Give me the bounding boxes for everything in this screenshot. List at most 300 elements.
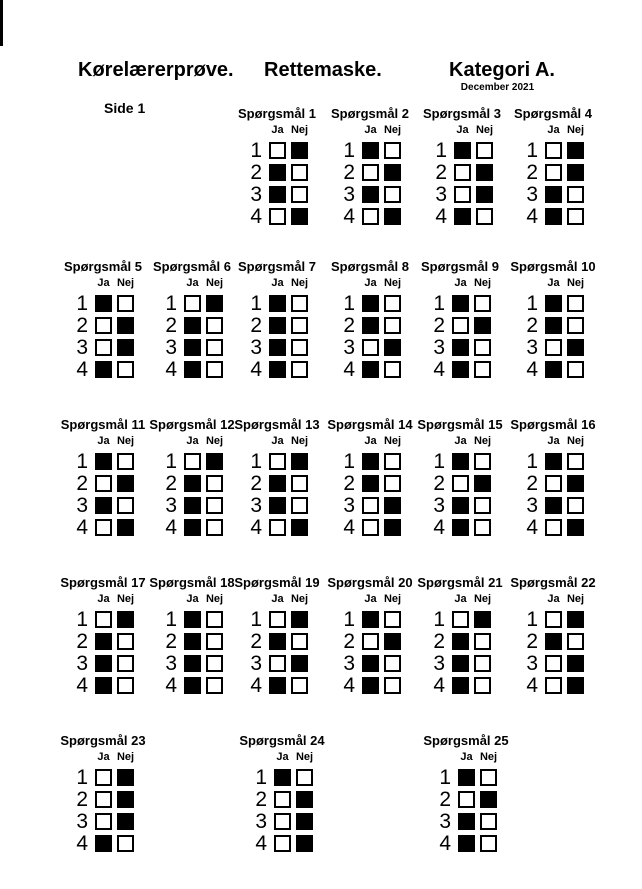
ja-checkbox-empty xyxy=(184,295,201,312)
answer-row-number: 2 xyxy=(165,313,177,337)
answer-rows xyxy=(57,766,149,854)
ja-checkbox-filled xyxy=(184,317,201,334)
ja-checkbox-filled xyxy=(362,295,379,312)
answer-row xyxy=(231,630,323,652)
answer-row xyxy=(420,788,512,810)
ja-checkbox-filled xyxy=(452,361,469,378)
ja-checkbox-filled xyxy=(184,677,201,694)
question-block xyxy=(57,259,149,380)
nej-column-label: Nej xyxy=(566,276,585,289)
ja-checkbox-filled xyxy=(452,677,469,694)
question-block xyxy=(507,106,599,227)
ja-checkbox-filled xyxy=(362,186,379,203)
question-block xyxy=(231,417,323,538)
answer-row-number: 3 xyxy=(526,182,538,206)
ja-checkbox-filled xyxy=(362,317,379,334)
column-header-row xyxy=(507,276,599,289)
nej-checkbox-empty xyxy=(384,475,401,492)
page-number-label: Side 1 xyxy=(104,100,146,116)
category-title: Kategori A. xyxy=(449,59,555,81)
answer-row-number: 1 xyxy=(526,291,538,315)
nej-checkbox-empty xyxy=(567,186,584,203)
ja-checkbox-filled xyxy=(269,339,286,356)
ja-checkbox-filled xyxy=(362,142,379,159)
nej-checkbox-empty xyxy=(474,361,491,378)
answer-row-number: 3 xyxy=(435,182,447,206)
answer-row-number: 1 xyxy=(165,607,177,631)
answer-row xyxy=(231,139,323,161)
answer-row xyxy=(414,494,506,516)
ja-column-label: Ja xyxy=(271,592,284,605)
answer-row-number: 3 xyxy=(165,651,177,675)
ja-column-label: Ja xyxy=(547,123,560,136)
ja-checkbox-empty xyxy=(274,835,291,852)
nej-column-label: Nej xyxy=(116,750,135,763)
answer-row-number: 3 xyxy=(76,493,88,517)
answer-row-number: 4 xyxy=(526,673,538,697)
answer-row-number: 3 xyxy=(165,335,177,359)
answer-row-number: 4 xyxy=(435,204,447,228)
column-header-row xyxy=(414,276,506,289)
answer-row-number: 2 xyxy=(165,471,177,495)
answer-row xyxy=(146,494,238,516)
nej-checkbox-empty xyxy=(480,813,497,830)
column-header-row xyxy=(416,123,508,136)
answer-row-number: 4 xyxy=(439,831,451,855)
column-header-row xyxy=(57,750,149,763)
answer-row xyxy=(324,205,416,227)
ja-checkbox-filled xyxy=(452,633,469,650)
answer-row xyxy=(236,832,328,854)
question-block xyxy=(414,259,506,380)
nej-checkbox-filled xyxy=(567,519,584,536)
ja-checkbox-empty xyxy=(545,655,562,672)
question-title: Spørgsmål 16 xyxy=(510,417,596,432)
answer-row xyxy=(57,608,149,630)
answer-row-number: 2 xyxy=(255,787,267,811)
answer-row xyxy=(324,183,416,205)
answer-row xyxy=(414,472,506,494)
ja-checkbox-filled xyxy=(184,611,201,628)
answer-row-number: 1 xyxy=(343,138,355,162)
answer-row xyxy=(324,336,416,358)
answer-row xyxy=(507,161,599,183)
answer-rows xyxy=(57,608,149,696)
column-header-row xyxy=(57,592,149,605)
ja-checkbox-empty xyxy=(274,813,291,830)
ja-checkbox-filled xyxy=(458,835,475,852)
nej-checkbox-empty xyxy=(206,339,223,356)
ja-checkbox-empty xyxy=(452,317,469,334)
question-block xyxy=(416,106,508,227)
ja-column-label: Ja xyxy=(364,434,377,447)
answer-row xyxy=(324,674,416,696)
column-header-row xyxy=(231,123,323,136)
ja-checkbox-empty xyxy=(545,164,562,181)
nej-checkbox-filled xyxy=(117,791,134,808)
ja-checkbox-empty xyxy=(95,475,112,492)
answer-rows xyxy=(146,450,238,538)
answer-row-number: 3 xyxy=(433,335,445,359)
nej-checkbox-empty xyxy=(567,295,584,312)
answer-row xyxy=(146,652,238,674)
ja-checkbox-filled xyxy=(269,475,286,492)
ja-checkbox-filled xyxy=(452,655,469,672)
answer-row xyxy=(57,336,149,358)
nej-checkbox-empty xyxy=(474,453,491,470)
answer-row xyxy=(57,630,149,652)
answer-row xyxy=(324,630,416,652)
question-title: Spørgsmål 4 xyxy=(513,106,593,121)
nej-checkbox-empty xyxy=(474,339,491,356)
answer-row-number: 3 xyxy=(76,809,88,833)
ja-checkbox-filled xyxy=(95,655,112,672)
ja-checkbox-filled xyxy=(362,677,379,694)
nej-checkbox-empty xyxy=(291,317,308,334)
answer-rows xyxy=(231,450,323,538)
nej-checkbox-filled xyxy=(567,339,584,356)
answer-row-number: 2 xyxy=(526,629,538,653)
date-label: December 2021 xyxy=(460,82,535,93)
nej-checkbox-empty xyxy=(474,633,491,650)
question-title: Spørgsmål 14 xyxy=(327,417,413,432)
answer-rows xyxy=(507,608,599,696)
answer-row-number: 1 xyxy=(433,607,445,631)
nej-checkbox-filled xyxy=(567,655,584,672)
answer-row-number: 1 xyxy=(250,449,262,473)
answer-row-number: 3 xyxy=(343,493,355,517)
column-header-row xyxy=(324,123,416,136)
answer-row-number: 2 xyxy=(439,787,451,811)
column-header-row xyxy=(231,434,323,447)
ja-checkbox-empty xyxy=(362,633,379,650)
answer-row xyxy=(231,358,323,380)
answer-row xyxy=(507,494,599,516)
ja-checkbox-filled xyxy=(545,633,562,650)
answer-row xyxy=(324,358,416,380)
nej-checkbox-filled xyxy=(476,186,493,203)
ja-column-label: Ja xyxy=(186,592,199,605)
question-title: Spørgsmål 24 xyxy=(239,733,325,748)
answer-row xyxy=(57,674,149,696)
answer-row xyxy=(236,766,328,788)
ja-column-label: Ja xyxy=(97,592,110,605)
ja-checkbox-filled xyxy=(184,475,201,492)
nej-checkbox-empty xyxy=(384,295,401,312)
answer-row xyxy=(414,358,506,380)
ja-checkbox-empty xyxy=(362,339,379,356)
question-block xyxy=(146,575,238,696)
column-header-row xyxy=(231,276,323,289)
question-block xyxy=(414,417,506,538)
answer-row-number: 1 xyxy=(433,449,445,473)
ja-checkbox-empty xyxy=(362,519,379,536)
answer-row-number: 3 xyxy=(250,493,262,517)
nej-checkbox-filled xyxy=(117,611,134,628)
answer-row xyxy=(231,494,323,516)
column-header-row xyxy=(324,592,416,605)
question-title: Spørgsmål 23 xyxy=(60,733,146,748)
answer-row xyxy=(420,766,512,788)
nej-checkbox-empty xyxy=(384,361,401,378)
ja-column-label: Ja xyxy=(97,276,110,289)
question-title: Spørgsmål 5 xyxy=(63,259,143,274)
answer-row-number: 4 xyxy=(165,673,177,697)
ja-checkbox-filled xyxy=(545,361,562,378)
question-block xyxy=(57,575,149,696)
answer-row-number: 4 xyxy=(343,515,355,539)
ja-checkbox-filled xyxy=(458,813,475,830)
nej-checkbox-filled xyxy=(474,317,491,334)
question-block xyxy=(324,417,416,538)
column-header-row xyxy=(57,434,149,447)
answer-row-number: 4 xyxy=(255,831,267,855)
answer-row-number: 4 xyxy=(526,204,538,228)
answer-row-number: 1 xyxy=(250,607,262,631)
column-header-row xyxy=(507,592,599,605)
ja-checkbox-filled xyxy=(184,339,201,356)
nej-checkbox-empty xyxy=(291,677,308,694)
nej-checkbox-empty xyxy=(206,611,223,628)
ja-checkbox-empty xyxy=(545,142,562,159)
answer-row xyxy=(507,139,599,161)
ja-checkbox-filled xyxy=(269,295,286,312)
nej-checkbox-filled xyxy=(476,164,493,181)
answer-row-number: 2 xyxy=(250,313,262,337)
answer-row xyxy=(416,205,508,227)
answer-row-number: 3 xyxy=(343,651,355,675)
answer-row xyxy=(414,608,506,630)
ja-column-label: Ja xyxy=(97,434,110,447)
nej-checkbox-empty xyxy=(291,295,308,312)
answer-row-number: 1 xyxy=(433,291,445,315)
column-header-row xyxy=(146,276,238,289)
answer-rows xyxy=(507,450,599,538)
answer-row-number: 1 xyxy=(250,138,262,162)
question-title: Spørgsmål 9 xyxy=(420,259,500,274)
ja-checkbox-empty xyxy=(458,791,475,808)
nej-checkbox-empty xyxy=(567,361,584,378)
answer-row xyxy=(416,139,508,161)
answer-row xyxy=(507,472,599,494)
ja-checkbox-filled xyxy=(452,497,469,514)
answer-row xyxy=(507,183,599,205)
nej-checkbox-filled xyxy=(117,813,134,830)
nej-checkbox-filled xyxy=(474,611,491,628)
answer-row-number: 3 xyxy=(433,651,445,675)
question-title: Spørgsmål 8 xyxy=(330,259,410,274)
answer-row xyxy=(57,292,149,314)
answer-row xyxy=(146,314,238,336)
answer-row xyxy=(231,161,323,183)
nej-checkbox-filled xyxy=(296,791,313,808)
question-block xyxy=(507,417,599,538)
answer-row-number: 1 xyxy=(165,291,177,315)
answer-row xyxy=(146,472,238,494)
answer-row xyxy=(414,336,506,358)
ja-column-label: Ja xyxy=(186,276,199,289)
answer-row-number: 2 xyxy=(250,471,262,495)
ja-checkbox-empty xyxy=(95,519,112,536)
answer-row xyxy=(146,630,238,652)
ja-checkbox-filled xyxy=(452,339,469,356)
answer-row-number: 4 xyxy=(250,204,262,228)
answer-row-number: 4 xyxy=(165,357,177,381)
answer-row xyxy=(420,810,512,832)
column-header-row xyxy=(231,592,323,605)
answer-row-number: 1 xyxy=(343,291,355,315)
question-block xyxy=(507,259,599,380)
nej-column-label: Nej xyxy=(290,434,309,447)
answer-row-number: 1 xyxy=(526,138,538,162)
nej-column-label: Nej xyxy=(566,123,585,136)
nej-checkbox-empty xyxy=(480,835,497,852)
answer-rows xyxy=(507,139,599,227)
ja-checkbox-empty xyxy=(269,655,286,672)
nej-checkbox-empty xyxy=(206,633,223,650)
column-header-row xyxy=(146,434,238,447)
answer-row xyxy=(414,292,506,314)
ja-checkbox-filled xyxy=(184,655,201,672)
ja-checkbox-filled xyxy=(454,208,471,225)
nej-checkbox-empty xyxy=(291,164,308,181)
answer-row-number: 1 xyxy=(343,607,355,631)
answer-row xyxy=(236,788,328,810)
nej-checkbox-filled xyxy=(117,519,134,536)
ja-checkbox-filled xyxy=(362,611,379,628)
nej-checkbox-empty xyxy=(117,497,134,514)
nej-checkbox-filled xyxy=(117,317,134,334)
ja-checkbox-filled xyxy=(269,186,286,203)
question-block xyxy=(236,733,328,854)
answer-row xyxy=(507,652,599,674)
nej-checkbox-empty xyxy=(384,655,401,672)
ja-checkbox-filled xyxy=(95,453,112,470)
ja-checkbox-filled xyxy=(269,677,286,694)
question-title: Spørgsmål 18 xyxy=(149,575,235,590)
answer-row-number: 2 xyxy=(433,313,445,337)
nej-checkbox-filled xyxy=(384,519,401,536)
answer-row-number: 4 xyxy=(433,357,445,381)
question-title: Spørgsmål 1 xyxy=(237,106,317,121)
answer-row-number: 4 xyxy=(526,357,538,381)
question-block xyxy=(231,106,323,227)
question-title: Spørgsmål 11 xyxy=(60,417,146,432)
ja-checkbox-empty xyxy=(545,475,562,492)
answer-rows xyxy=(57,450,149,538)
answer-row xyxy=(507,674,599,696)
question-block xyxy=(414,575,506,696)
answer-row xyxy=(324,472,416,494)
question-block xyxy=(57,417,149,538)
ja-column-label: Ja xyxy=(186,434,199,447)
answer-row-number: 1 xyxy=(76,765,88,789)
answer-row xyxy=(231,472,323,494)
answer-row-number: 3 xyxy=(526,335,538,359)
ja-checkbox-empty xyxy=(454,186,471,203)
answer-row-number: 3 xyxy=(76,335,88,359)
ja-column-label: Ja xyxy=(547,276,560,289)
nej-column-label: Nej xyxy=(205,276,224,289)
nej-checkbox-filled xyxy=(384,208,401,225)
nej-column-label: Nej xyxy=(475,123,494,136)
answer-row xyxy=(420,832,512,854)
answer-row xyxy=(231,292,323,314)
column-header-row xyxy=(507,123,599,136)
answer-rows xyxy=(420,766,512,854)
nej-checkbox-empty xyxy=(206,497,223,514)
ja-column-label: Ja xyxy=(547,592,560,605)
nej-checkbox-empty xyxy=(567,317,584,334)
answer-row xyxy=(414,630,506,652)
column-header-row xyxy=(507,434,599,447)
nej-checkbox-empty xyxy=(476,142,493,159)
nej-column-label: Nej xyxy=(116,592,135,605)
nej-checkbox-filled xyxy=(291,611,308,628)
answer-row xyxy=(507,450,599,472)
ja-column-label: Ja xyxy=(454,434,467,447)
answer-row xyxy=(231,336,323,358)
answer-row xyxy=(507,205,599,227)
ja-checkbox-empty xyxy=(274,791,291,808)
answer-row xyxy=(231,652,323,674)
answer-row-number: 3 xyxy=(250,182,262,206)
ja-checkbox-filled xyxy=(274,769,291,786)
nej-checkbox-empty xyxy=(474,655,491,672)
ja-checkbox-filled xyxy=(269,633,286,650)
ja-column-label: Ja xyxy=(547,434,560,447)
column-header-row xyxy=(236,750,328,763)
answer-row-number: 2 xyxy=(76,787,88,811)
nej-checkbox-empty xyxy=(206,317,223,334)
nej-checkbox-empty xyxy=(474,519,491,536)
answer-row-number: 2 xyxy=(343,471,355,495)
nej-column-label: Nej xyxy=(566,434,585,447)
answer-row-number: 4 xyxy=(250,357,262,381)
column-header-row xyxy=(324,434,416,447)
question-title: Spørgsmål 22 xyxy=(510,575,596,590)
question-title: Spørgsmål 19 xyxy=(234,575,320,590)
nej-column-label: Nej xyxy=(205,592,224,605)
ja-checkbox-empty xyxy=(454,164,471,181)
answer-row-number: 3 xyxy=(439,809,451,833)
nej-checkbox-empty xyxy=(384,317,401,334)
answer-rows xyxy=(324,292,416,380)
ja-checkbox-filled xyxy=(95,361,112,378)
answer-row-number: 3 xyxy=(250,651,262,675)
answer-row xyxy=(231,183,323,205)
answer-row-number: 2 xyxy=(165,629,177,653)
answer-rows xyxy=(231,608,323,696)
answer-row xyxy=(324,292,416,314)
nej-checkbox-empty xyxy=(474,497,491,514)
answer-row-number: 2 xyxy=(526,160,538,184)
answer-row-number: 4 xyxy=(76,515,88,539)
nej-column-label: Nej xyxy=(473,592,492,605)
nej-checkbox-empty xyxy=(476,208,493,225)
answer-row xyxy=(231,674,323,696)
question-block xyxy=(324,259,416,380)
answer-row xyxy=(231,450,323,472)
answer-row xyxy=(57,810,149,832)
answer-row-number: 1 xyxy=(76,449,88,473)
column-header-row xyxy=(414,434,506,447)
answer-rows xyxy=(324,608,416,696)
nej-checkbox-empty xyxy=(384,611,401,628)
nej-checkbox-filled xyxy=(567,164,584,181)
nej-checkbox-empty xyxy=(291,633,308,650)
ja-checkbox-empty xyxy=(95,769,112,786)
